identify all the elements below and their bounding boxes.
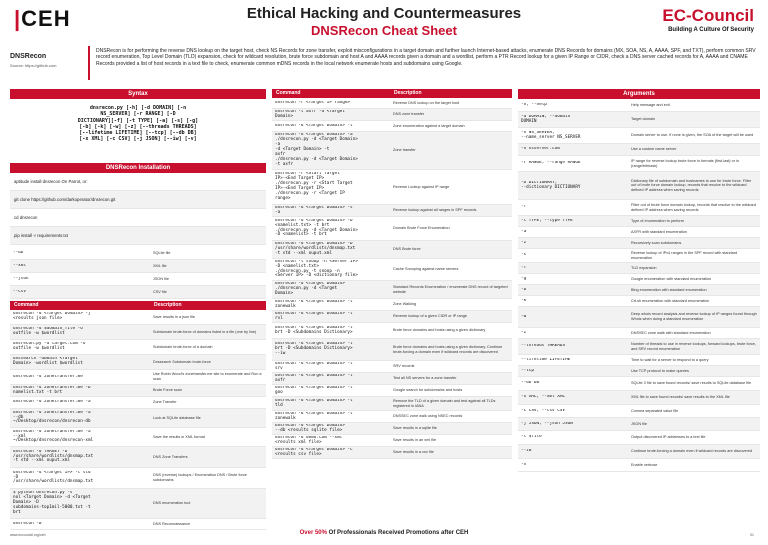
intro-section	[10, 46, 760, 80]
command-description: Save results in a json file	[153, 314, 195, 319]
command-description: Type of enumeration to perform	[631, 218, 684, 223]
command-description: Standard Records Enumeration / enumerate DNS record of targeted website	[393, 284, 508, 294]
arguments-heading: Arguments	[518, 89, 760, 99]
left-command-table	[10, 301, 266, 530]
table-row	[518, 391, 760, 405]
command-text: dnsrecon -d TARGET -D /usr/share/wordlists/dnsmap.txt -t std --xml ouput.xml	[13, 449, 94, 464]
intro-description: DNSRecon is for performing the reverse DNS lookup on the target host, check NS Records for zone transfer, exploit misconfigurations in a target domain and further launch Internet-based attacks, enumerate DNS Records for domains (MX, SOA, NS, A, AAAA, SPF, and TXT), perform common SRV record enumeration, Top Level Domain (TLD) expansion, check for wildcard resolution, brute force subdomain and host A and AAAA records given a domain and a wordlist, perform a PTR Record lookup for a given IP Range or CIDR, check a DNS server cached records for A, AAAA and CNAME Records provided a list of host records in a text file to check, enumerate common mDNS records in the local network enumerate hosts and subdomains using Google.	[96, 48, 756, 67]
column-header-description: Description	[154, 302, 182, 308]
command-description: Output discovered IP addresses to a text file	[631, 435, 706, 440]
table-row	[10, 468, 266, 489]
command-text: dnsrecon.py -d target.com -o outfile -w $wordlist	[13, 342, 86, 351]
command-description: Dnssearch Subdomain brute-force	[153, 359, 211, 364]
output-flag: --csv	[13, 289, 26, 294]
command-description: Use Robin Wood's zonetransfer.me site to enumerate and Run a scan	[153, 372, 262, 381]
command-text: dnsrecon -d <Target Domain> --db <results sqlite file>	[275, 423, 345, 433]
command-description: Zone enumeration against a target domain	[393, 123, 465, 128]
command-description: Reverse lookup against all ranges in SPF records	[393, 208, 477, 213]
command-description: Subdomain brute-force of domains listed in a file (one by line)	[153, 329, 257, 334]
installation-heading: DNSRecon Installation	[10, 163, 266, 173]
output-option-row	[10, 247, 266, 260]
command-description: Bing enumeration with standard enumeration	[631, 287, 707, 292]
command-text: -k	[521, 298, 527, 303]
table-row	[10, 325, 266, 340]
command-text: dnsrecon -d <Target Domain> -t axfr	[275, 373, 353, 383]
command-description: Zone transfer	[393, 148, 416, 153]
table-row	[518, 128, 760, 144]
install-step: git clone https://github.com/darkoperator/dnsrecon.git	[10, 191, 266, 209]
middle-command-table	[272, 89, 512, 459]
command-text: dnsrecon -d <Target Domain> -t zonewalk	[275, 299, 353, 309]
table-row	[518, 339, 760, 355]
table-row	[10, 310, 266, 325]
arguments-table	[518, 99, 760, 472]
page-subtitle: DNSRecon Cheat Sheet	[311, 23, 457, 38]
command-text: dnsrecon -d <Target Domain> -t tld	[275, 398, 353, 408]
table-row	[272, 170, 512, 205]
table-row	[10, 409, 266, 428]
command-description: Deep whois record analysis and reverse lookup of IP ranges found through Whois when doing a standard enumeration	[631, 312, 757, 321]
command-text: -l $file	[521, 435, 542, 440]
table-row	[10, 397, 266, 409]
command-text: dnsrecon -t snoop -n <Server IP> -D <namelist.txt> ./dnsrecon.py -t snoop -n <Server IP> -D <dictionary file>	[275, 259, 358, 279]
table-row	[518, 144, 760, 156]
table-row	[518, 307, 760, 328]
command-text: dnsrecon -d <Target Domain> -t rvl	[275, 311, 353, 321]
command-description: Enable verbose	[631, 462, 658, 467]
output-format: XML file	[153, 263, 167, 268]
command-description: IP range for reverse lookup brute force in formats (first-last) or in (range/bitmask)	[631, 158, 739, 168]
command-description: Target domain	[631, 117, 656, 122]
table-row	[518, 200, 760, 216]
command-text: dnsrecon -w	[13, 521, 42, 526]
command-text: -s	[521, 253, 527, 258]
command-description: Filter out of brute force domain lookup, records that resolve to the wildcard defined IP address when saving records	[631, 202, 756, 212]
command-description: Recursively scan subdomains	[631, 240, 682, 245]
table-row	[10, 519, 266, 530]
command-text: -r RANGE, --range RANGE	[521, 161, 581, 166]
command-description: Reverse lookup of a given CIDR or IP range	[393, 314, 468, 319]
table-row	[518, 296, 760, 307]
table-row	[272, 435, 512, 447]
table-row	[272, 361, 512, 373]
table-row	[10, 340, 266, 355]
command-text: dnsrecon -d <Target Domain> -j <results json file>	[13, 312, 91, 321]
command-description: Comma separated value file	[631, 408, 679, 413]
output-flag: --json	[13, 276, 29, 281]
command-text: dnsrecon -d <Target Domain> -t	[275, 123, 353, 128]
table-row	[518, 405, 760, 418]
command-description: DNS Reconnaissance	[153, 521, 191, 526]
command-description: Domain server to use. If none is given, the SOA of the target will be used	[631, 133, 754, 138]
command-description: Save results in a csv file	[393, 450, 434, 455]
table-row	[518, 355, 760, 366]
command-text: --tcp	[521, 368, 534, 373]
command-text: --db DB	[521, 381, 540, 386]
table-row	[10, 428, 266, 447]
output-format: SQLite file	[153, 250, 171, 255]
command-description: Zone Transfer	[153, 400, 177, 405]
command-text: dnsrecon -d $domain_file -o outfile -w $wordlist	[13, 327, 83, 336]
column-header-command: Command	[276, 90, 301, 96]
command-description: Dictionary file of subdomain and hostnames to use for brute force. Filter out of brute force domain lookup, records that resolve to the wildcard defined IP address when saving records	[631, 178, 752, 192]
command-text: dnsrecon -d <Target Domain> -c <results csv file>	[275, 447, 353, 457]
table-row	[518, 112, 760, 128]
command-description: JSON file	[631, 421, 648, 426]
install-step: cd dnsrecon	[10, 209, 266, 227]
table-row	[10, 355, 266, 370]
table-row	[518, 377, 760, 391]
table-row	[272, 281, 512, 299]
command-description: Save results in a sqlite file	[393, 426, 437, 431]
command-description: Zone Walking	[393, 302, 417, 307]
command-text: --lifetime LIFETIME	[521, 357, 571, 362]
command-description: TLD expansion	[631, 265, 657, 270]
output-flag: --db	[13, 250, 24, 255]
command-description: DNS (reverse) lookups / Enumeration DNS / Brute force subdomains	[153, 473, 247, 482]
table-row	[272, 423, 512, 435]
command-text: -c CSV, --csv CSV	[521, 408, 565, 413]
command-text: -b	[521, 287, 527, 292]
footer-promo: Over 50% Of Professionals Received Promotions after CEH	[299, 530, 469, 536]
command-description: Time to wait for a server to respond to a query	[631, 357, 709, 362]
table-row	[518, 418, 760, 431]
command-text: -f	[521, 205, 527, 210]
command-description: Google enumeration with standard enumeration	[631, 276, 712, 281]
command-text: dnsrecon -d <Target Domain> -t srv	[275, 361, 353, 371]
divider	[88, 46, 90, 80]
command-description: DNSSEC zone walk using NSEC records	[393, 414, 463, 419]
command-text: -n NS_SERVER, --name_server NS_SERVER	[521, 130, 581, 140]
command-text: dnsrecon -t axfr -d <Target Domain>	[275, 109, 345, 119]
command-text: $ python dnsrecon.py -s nol <Target Domain> -d <Target Domain> -D subdomains-top1mil-5000.txt -t brt	[13, 491, 91, 515]
table-row	[272, 241, 512, 259]
command-description: Help message and exit	[631, 102, 670, 107]
tool-name: DNSRecon	[10, 53, 47, 60]
command-description: Use TCP protocol to make queries	[631, 368, 689, 373]
command-description: SRV records	[393, 364, 415, 369]
command-description: Continue brute-forcing a domain even if wildcard records are discovered	[631, 449, 753, 454]
command-text: -t TYPE, --type TYPE	[521, 218, 573, 223]
command-description: Reverse Lookup against IP range	[393, 184, 450, 189]
command-description: DNS zone transfer	[393, 112, 425, 117]
command-text: dnsrecon -d demo.com --xml <results xml file>	[275, 435, 343, 445]
syntax-block: dnsrecon.py [-h] [-d DOMAIN] [-n NS_SERVER] [-r RANGE] [-D DICTIONARY][-f] [-t TYPE] [-a] [-s] [-g] [-b] [-k] [-w] [-z] [--threads THREADS] [--lifetime LIFETIME] [--tcp] [--db DB] [-x XML] [-c CSV] [-j JSON] [--iw] [-v]	[10, 99, 266, 163]
table-row	[272, 259, 512, 281]
left-column	[10, 89, 266, 530]
table-header	[272, 89, 512, 98]
output-option-row	[10, 286, 266, 299]
output-options-table	[10, 247, 266, 299]
output-option-row	[10, 260, 266, 273]
command-text: -x XML, --xml XML	[521, 395, 565, 400]
command-text: dnsrecon -d zonetransfer.me -a --db ~/Desktop/dnsrecon/dnsrecon-db	[13, 410, 91, 425]
table-row	[272, 132, 512, 170]
output-option-row	[10, 273, 266, 286]
middle-column	[272, 89, 512, 459]
table-row	[518, 227, 760, 238]
table-row	[518, 431, 760, 445]
installation-list	[10, 173, 266, 245]
command-description: Save results in an xml file	[393, 438, 437, 443]
table-row	[272, 121, 512, 132]
column-header-command: Command	[14, 302, 39, 308]
table-row	[272, 311, 512, 323]
command-description: DNSSEC zone walk with standard enumeration	[631, 330, 711, 335]
command-description: Number of threads to use in reverse lookups, forward lookups, brute force, and SRV record enumeration	[631, 341, 756, 351]
install-step: pip install -r requirements.txt	[10, 227, 266, 245]
table-row	[10, 370, 266, 385]
command-description: Brute Force scan	[153, 388, 182, 393]
command-text: dnsrecon -d zonetransfer.me	[13, 374, 83, 379]
command-text: -g	[521, 276, 527, 281]
command-description: Brute force domains and hosts using a given dictionary. Continue brute-forcing a domain even if wildcard records are discovered	[393, 344, 503, 354]
table-row	[272, 299, 512, 311]
table-row	[272, 411, 512, 423]
command-description: AXFR with standard enumeration	[631, 229, 687, 234]
table-row	[272, 339, 512, 361]
table-row	[518, 99, 760, 112]
command-text: dnsrecon -d <Target Domain> -t goo	[275, 385, 353, 395]
table-row	[272, 98, 512, 109]
command-text: -h, --help	[521, 102, 547, 107]
command-text: dnsrecon -r <Target IP range>	[275, 100, 351, 105]
ec-council-logo: EC-Council Building A Culture Of Security	[662, 6, 754, 33]
table-row	[518, 328, 760, 339]
command-text: dnsrecon -d <Target Domain> -t brt -D <Subdomains Dictionary> --iw	[275, 342, 353, 356]
command-text: dnsrecon -r <Start Target IP>-<End Target IP> ./dnsrecon.py -r <Start Target IP>-<End Target IP> ./dnsrecon.py -r <Target IP range>	[275, 172, 353, 201]
page-number: 01	[750, 533, 754, 537]
command-text: -w	[521, 314, 527, 319]
command-description: Reverse lookup of IPv4 ranges in the SPF record with standard enumeration	[631, 250, 738, 260]
command-text: dnsrecon -d <Target Domain> -a ./dnsrecon.py -d <Target Domain> -a -d <Target Domain> -t axfr ./dnsrecon.py -d <Target Domain> -t axfr	[275, 133, 358, 167]
page-header	[0, 0, 768, 38]
table-row	[10, 489, 266, 519]
command-description: Save the results in XML format	[153, 434, 205, 439]
command-description: DNS enumeration tool	[153, 501, 191, 506]
table-header	[10, 301, 266, 310]
command-text: dnsrecon -d <Target Domain> ./dnsrecon.py -d <Target Domain>	[275, 282, 345, 296]
command-text: dnsrecon -d <Target Domain> -t brt -D <Subdomains Dictionary>	[275, 325, 353, 335]
column-header-description: Description	[394, 90, 422, 96]
table-row	[272, 217, 512, 241]
syntax-heading: Syntax	[10, 89, 266, 99]
command-text: dnsrecon -d zonetransfer.me -a --xml ~/Desktop/dnsrecon/dnsrecon-xml	[13, 429, 94, 444]
command-text: --iw	[521, 449, 532, 454]
command-text: -j JSON, --json JSON	[521, 421, 573, 426]
output-format: JSON file	[153, 276, 170, 281]
command-description: Remove the TLD of a given domain and test against all TLDs registered in IANA	[393, 398, 496, 408]
command-text: dnssearch -domain <Target Domain> -wordlist $wordlist	[13, 357, 83, 366]
table-row	[518, 459, 760, 472]
command-description: Test all NS servers for a zone transfer	[393, 376, 457, 381]
output-flag: --xml	[13, 263, 26, 268]
right-column	[518, 89, 760, 472]
table-row	[518, 366, 760, 377]
command-description: Google search for subdomains and hosts	[393, 388, 463, 393]
command-description: XML file to save found records/ save results to the XML file	[631, 395, 730, 400]
output-format: CSV file	[153, 289, 167, 294]
table-row	[272, 109, 512, 121]
command-text: dnsrecon -d zonetransfer.me -a	[13, 400, 91, 405]
command-description: Subdomain brute-force of a domain	[153, 344, 213, 349]
footer-url[interactable]: www.eccouncil.org/ceh	[10, 533, 46, 537]
command-description: Crt.sh enumeration with standard enumeration	[631, 298, 710, 303]
command-text: dnsrecon -d <Target Domain> -D /usr/share/wordlists/dnsmap.txt -t std --xml ouput.xml	[275, 242, 356, 256]
command-description: Brute force domains and hosts using a given dictionary	[393, 328, 486, 333]
table-row	[272, 373, 512, 385]
table-row	[10, 385, 266, 397]
command-description: Use a custom name server	[631, 147, 677, 152]
command-text: -a	[521, 229, 527, 234]
table-row	[10, 447, 266, 468]
table-row	[272, 397, 512, 411]
table-row	[518, 216, 760, 227]
table-row	[518, 263, 760, 274]
command-text: -D DICTIONARY, --dictionary DICTIONARY	[521, 180, 581, 190]
table-row	[272, 385, 512, 397]
command-text: dnsrecon -d <Target Domain> -t zonewalk	[275, 411, 353, 421]
table-row	[518, 285, 760, 296]
table-row	[518, 238, 760, 249]
table-row	[272, 447, 512, 459]
install-step: aptitude install dnsrecon On Parrot, or:	[10, 173, 266, 191]
command-text: dnsrecon -d <Target Domain> -s -a	[275, 205, 353, 215]
command-description: Reverse DNS lookup on the target host	[393, 100, 460, 105]
command-text: -z	[521, 240, 527, 245]
table-row	[518, 156, 760, 172]
table-row	[272, 323, 512, 339]
source-link[interactable]: Source: https://github.com	[10, 63, 57, 68]
command-description: Look at SQLite database file	[153, 415, 201, 420]
table-row	[272, 205, 512, 217]
ceh-logo: |CEH	[14, 6, 71, 31]
table-row	[518, 172, 760, 200]
command-text: dnsrecon -d zonetransfer.me -D namelist.txt -t brt	[13, 385, 91, 395]
command-text: -v	[521, 462, 527, 467]
command-text: dnsrecon -d <Target Domain> -D <namelist.txt> -t brt ./dnsrecon.py -d <Target Domain> -D <namelist> -t brt	[275, 218, 358, 238]
table-row	[518, 274, 760, 285]
page-title: Ethical Hacking and Countermeasures	[246, 5, 522, 22]
command-description: DNS Zone Transfers	[153, 454, 188, 459]
table-row	[518, 445, 760, 459]
command-description: SQLite 3 file to save found records/ save results to SQLite database file	[631, 381, 752, 386]
command-text: -T	[521, 265, 527, 270]
command-description: DNS Brute force	[393, 247, 421, 252]
command-text: -n nsserver.com	[521, 147, 560, 152]
command-description: Cache Snooping against name servers	[393, 267, 459, 272]
command-text: -d DOMAIN, --domain DOMAIN	[521, 114, 571, 124]
command-description: Domain Brute Force Enumeration	[393, 226, 450, 231]
table-row	[518, 249, 760, 263]
command-text: -z	[521, 330, 527, 335]
command-text: dnsrecon -d <Target IP> -t std -D /usr/share/wordlists/dnsmap.txt	[13, 470, 94, 485]
command-text: --threads THREADS	[521, 344, 565, 349]
